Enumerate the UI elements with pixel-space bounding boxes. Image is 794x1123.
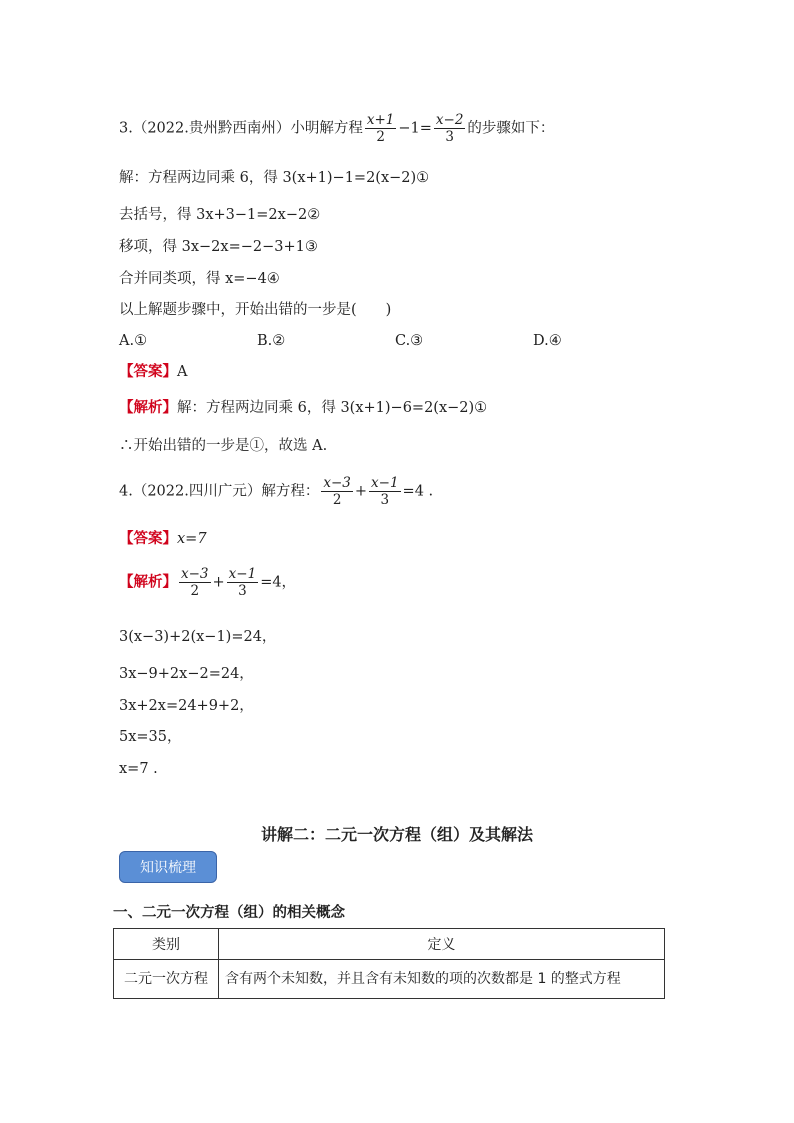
definition-table [113,928,665,999]
q3-answer: 【答案】A [119,364,188,380]
q4-step-3: 3x+2x=24+9+2， [119,698,254,714]
section-title: 讲解二：二元一次方程（组）及其解法 [260,825,533,844]
q4-title-line: 4.（2022.四川广元）解方程： $\frac{x-3}{2}$ + $\frac{x-1}{3}$ =4 . [119,475,434,508]
table-header-row [114,929,665,960]
header-category: 类别 [114,929,219,960]
q3-title-line [119,112,554,145]
q4-analysis: 【解析】 $\frac{x-3}{2}$ + $\frac{x-1}{3}$ =4， [119,566,297,599]
cell-category: 二元一次方程 [114,960,219,999]
q3-options [119,331,671,351]
option-a: A.① [119,333,148,349]
q4-answer: 【答案】x=7 [119,531,207,547]
cell-definition: 含有两个未知数，并且含有未知数的项的次数都是 1 的整式方程 [219,960,665,999]
q4-analysis-frac-2: $\frac{x-1}{3}$ [228,566,257,599]
section-subtitle: 一、二元一次方程（组）的相关概念 [113,905,345,921]
q3-frac-1: $\frac{x+1}{2}$ [366,112,395,145]
q4-frac-2: $\frac{x-1}{3}$ [371,475,399,508]
q3-eq-mid: −1= [398,120,432,137]
option-b: B.② [257,333,286,349]
q3-step-3: 移项，得 3x−2x=−2−3+1③ [119,239,318,255]
q3-prefix: 3.（2022.贵州黔西南州）小明解方程 [119,120,363,137]
q4-frac-1: $\frac{x-3}{2}$ [323,475,351,508]
analysis-tag: 【解析】 [119,400,177,416]
table-row [114,960,665,999]
option-d: D.④ [533,333,562,349]
q3-analysis: 【解析】解：方程两边同乘 6，得 3(x+1)−6=2(x−2)① [119,400,488,416]
q4-step-2: 3x−9+2x−2=24， [119,666,254,682]
q3-conclusion: ∴开始出错的一步是①，故选 A. [119,438,328,454]
q3-step-4: 合并同类项，得 x=−4④ [119,271,280,287]
q3-step-2: 去括号，得 3x+3−1=2x−2② [119,207,321,223]
option-c: C.③ [395,333,424,349]
q3-step-1: 解：方程两边同乘 6，得 3(x+1)−1=2(x−2)① [119,170,430,186]
q4-analysis-frac-1: $\frac{x-3}{2}$ [181,566,209,599]
q3-suffix: 的步骤如下： [467,120,555,137]
answer-tag: 【答案】 [119,364,177,380]
knowledge-badge: 知识梳理 [119,851,217,883]
q4-step-4: 5x=35， [119,729,182,745]
q3-question: 以上解题步骤中，开始出错的一步是( ) [119,302,392,318]
q4-step-1: 3(x−3)+2(x−1)=24， [119,629,277,645]
header-definition: 定义 [219,929,665,960]
q3-frac-2: $\frac{x-2}{3}$ [435,112,464,145]
q4-step-5: x=7 . [119,761,158,777]
